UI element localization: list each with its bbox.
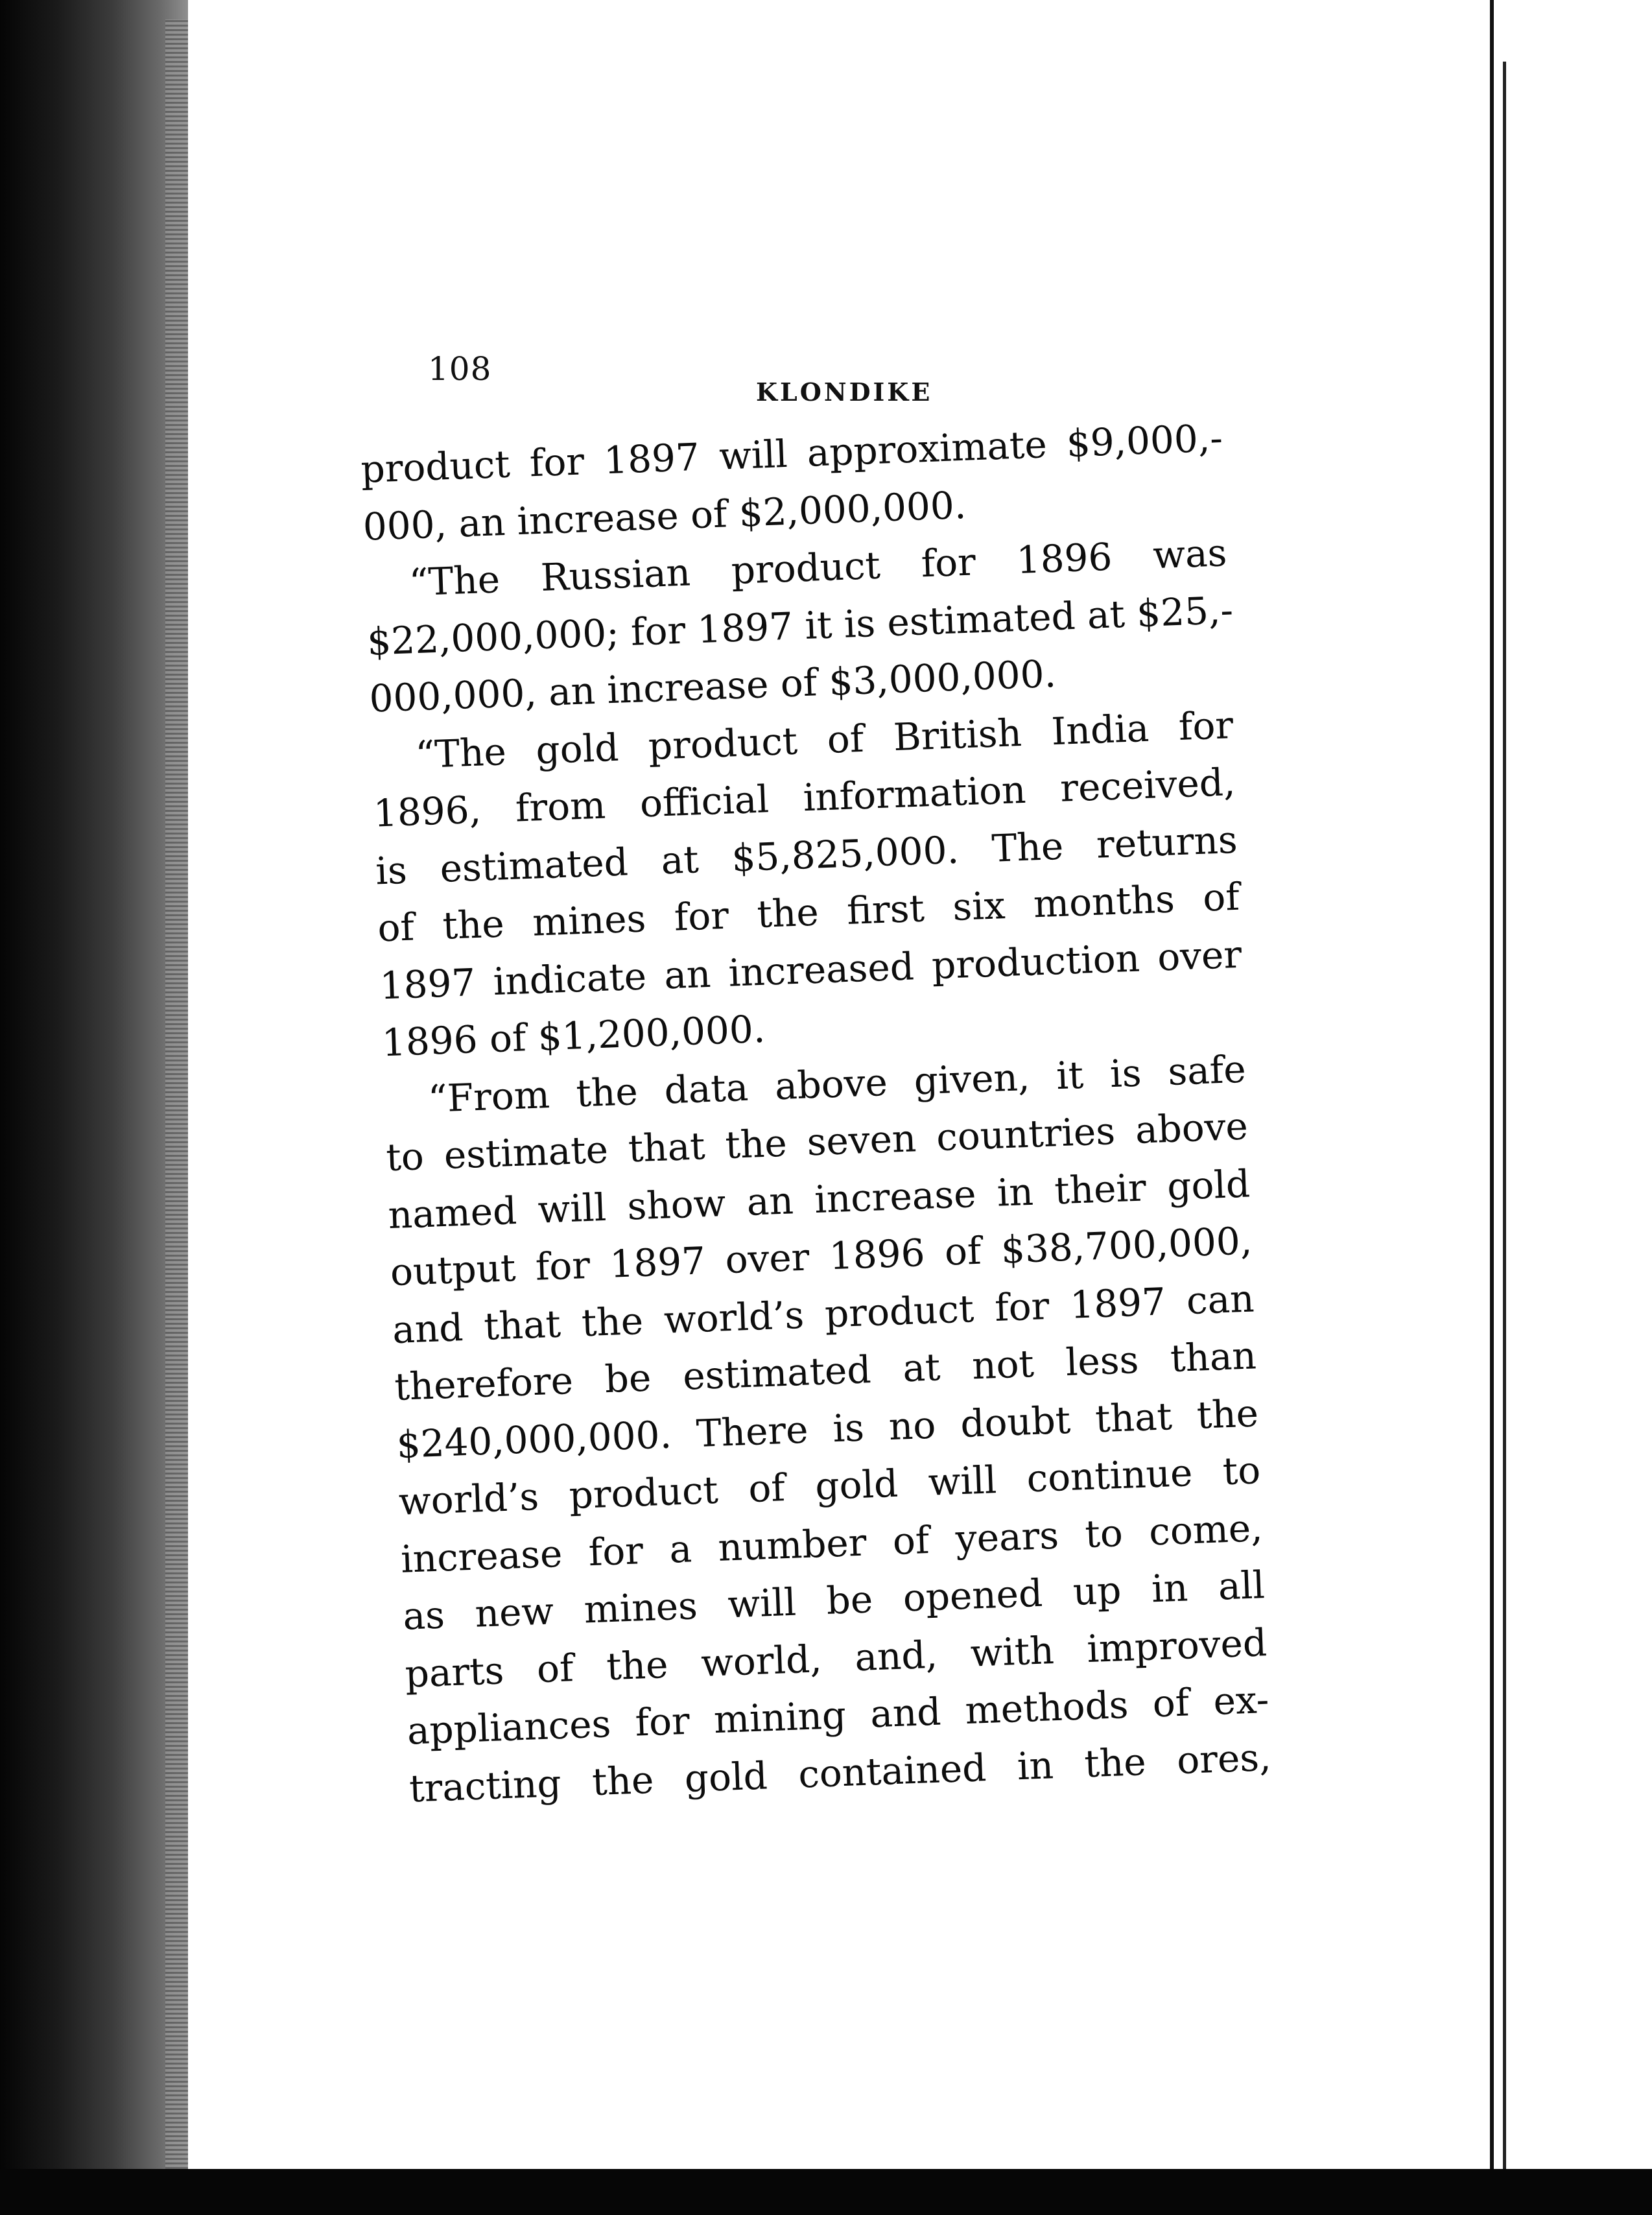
text-line: therefore be estimated at not less than — [394, 1333, 1257, 1409]
page-header — [428, 350, 1193, 409]
text-line: “The gold product of British India for — [414, 702, 1234, 777]
text-line: and that the world’s product for 1897 can — [392, 1275, 1255, 1352]
text-line: named will show an increase in their gold — [387, 1161, 1251, 1237]
text-line: tracting the gold contained in the ores, — [408, 1735, 1272, 1811]
text-line: as new mines will be opened up in all — [402, 1563, 1266, 1639]
text-line: parts of the world, and, with improved — [404, 1620, 1268, 1696]
text-line: “The Russian product for 1896 was — [408, 530, 1228, 605]
text-line: $240,000,000. There is no doubt that the — [395, 1390, 1260, 1467]
text-line: 1897 indicate an increased production over — [379, 932, 1243, 1008]
text-line: 000, an increase of $2,000,000. — [362, 482, 967, 549]
text-line: of the mines for the first six months of — [377, 874, 1240, 951]
text-line: 1896 of $1,200,000. — [381, 1006, 766, 1065]
page-number: 108 — [428, 350, 492, 388]
gutter-line — [1503, 62, 1506, 2175]
book-spine — [0, 0, 188, 2215]
text-line: world’s product of gold will continue to — [397, 1448, 1262, 1524]
text-line: $22,000,000; for 1897 it is estimated at $25,- — [366, 587, 1234, 664]
facing-page-edge — [1490, 0, 1652, 2215]
running-head: KLONDIKE — [756, 377, 933, 407]
text-line: 1896, from official information received, — [372, 759, 1236, 836]
text-line: “From the data above given, it is safe — [427, 1047, 1247, 1121]
scan-border — [0, 2169, 1652, 2215]
text-line: product for 1897 will approximate $9,000,- — [360, 416, 1223, 492]
text-line: 000,000, an increase of $3,000,000. — [368, 651, 1057, 721]
text-line: to estimate that the seven countries above — [385, 1104, 1249, 1180]
body-text — [360, 409, 1272, 1817]
text-line: appliances for mining and methods of ex- — [406, 1677, 1270, 1753]
text-line: increase for a number of years to come, — [399, 1505, 1264, 1581]
text-line: output for 1897 over 1896 of $38,700,000, — [389, 1218, 1253, 1295]
page-edges — [165, 19, 191, 2185]
text-line: is estimated at $5,825,000. The returns — [375, 817, 1238, 894]
